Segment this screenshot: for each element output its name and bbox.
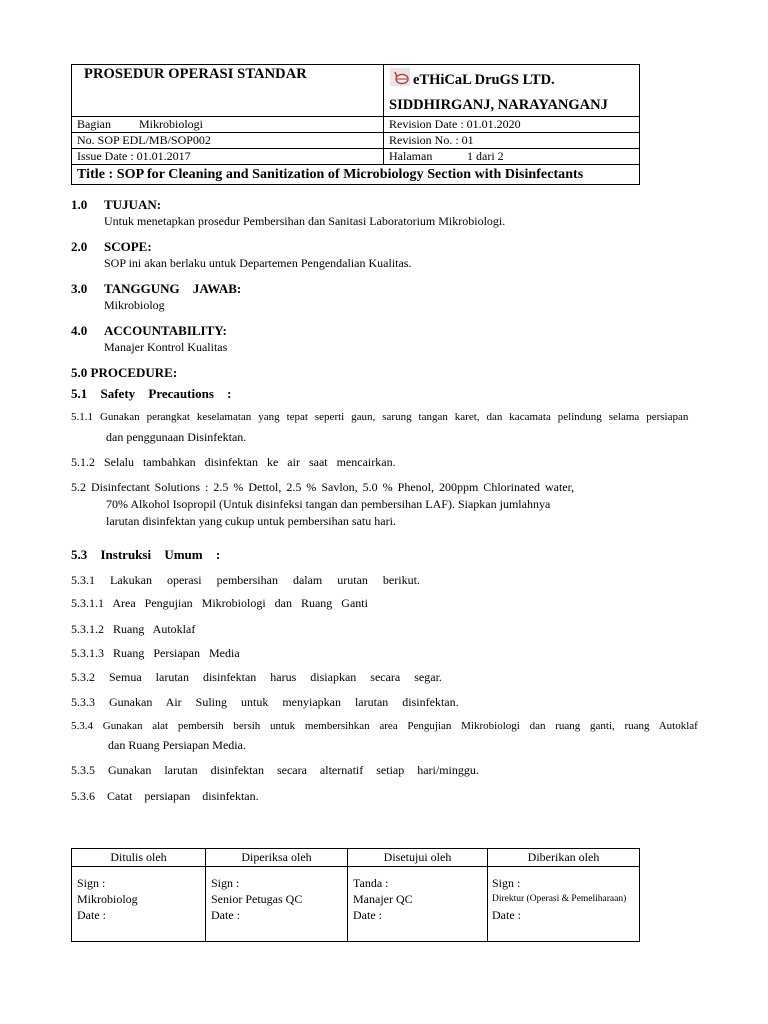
- paragraph-5-2-cont-2: larutan disinfektan yang cukup untuk pembersihan satu hari.: [106, 514, 396, 528]
- paragraph-5-1-2: 5.1.2 Selalu tambahkan disinfektan ke air saat mencairkan.: [71, 455, 396, 469]
- paragraph-5-1-1: 5.1.1 Gunakan perangkat keselamatan yang tepat seperti gaun, sarung tangan karet, dan kacamata pelindung selama persiapan: [71, 411, 689, 423]
- signoff-cell-written: Sign : Mikrobiolog Date :: [72, 867, 206, 942]
- revision-number: Revision No. : 01: [384, 133, 640, 149]
- section-text-accountability: Manajer Kontrol Kualitas: [104, 340, 228, 354]
- doc-type: PROSEDUR OPERASI STANDAR: [72, 65, 384, 117]
- department-label: Bagian: [77, 117, 111, 131]
- sop-number: No. SOP EDL/MB/SOP002: [72, 133, 384, 149]
- company-cell: [384, 65, 640, 117]
- department-cell: [72, 117, 384, 133]
- section-heading-purpose: 1.0 TUJUAN:: [71, 197, 162, 212]
- page-cell: [384, 149, 640, 165]
- page-value: 1 dari 2: [467, 149, 504, 163]
- company-address: SIDDHIRGANJ, NARAYANGANJ: [389, 97, 608, 113]
- paragraph-5-3-4: 5.3.4 Gunakan alat pembersih bersih untuk membersihkan area Pengujian Mikrobiologi dan ruang ganti, ruang Autoklaf: [71, 720, 698, 732]
- section-text-scope: SOP ini akan berlaku untuk Departemen Pengendalian Kualitas.: [104, 256, 412, 270]
- signoff-head-checked: Diperiksa oleh: [206, 849, 348, 867]
- revision-date: Revision Date : 01.01.2020: [384, 117, 640, 133]
- company-logo-icon: [389, 67, 411, 94]
- paragraph-5-3-6: 5.3.6 Catat persiapan disinfektan.: [71, 789, 259, 803]
- paragraph-5-3-5: 5.3.5 Gunakan larutan disinfektan secara alternatif setiap hari/minggu.: [71, 763, 479, 777]
- signoff-cell-issued: Sign : Direktur (Operasi & Pemeliharaan) Date :: [488, 867, 640, 942]
- page-label: Halaman: [389, 149, 433, 163]
- section-text-purpose: Untuk menetapkan prosedur Pembersihan dan Sanitasi Laboratorium Mikrobiologi.: [104, 214, 506, 228]
- signoff-head-issued: Diberikan oleh: [488, 849, 640, 867]
- paragraph-5-3-1-3: 5.3.1.3 Ruang Persiapan Media: [71, 646, 240, 660]
- signoff-table: [71, 848, 640, 942]
- section-heading-accountability: 4.0 ACCOUNTABILITY:: [71, 323, 227, 338]
- section-heading-procedure: 5.0 PROCEDURE:: [71, 365, 178, 380]
- signoff-head-written: Ditulis oleh: [72, 849, 206, 867]
- signoff-cell-approved: Tanda : Manajer QC Date :: [348, 867, 488, 942]
- paragraph-5-2: 5.2 Disinfectant Solutions : 2.5 % Dettol, 2.5 % Savlon, 5.0 % Phenol, 200ppm Chlorinated water,: [71, 480, 575, 494]
- paragraph-5-3-2: 5.3.2 Semua larutan disinfektan harus disiapkan secara segar.: [71, 670, 442, 684]
- issue-date: Issue Date : 01.01.2017: [72, 149, 384, 165]
- signoff-cell-checked: Sign : Senior Petugas QC Date :: [206, 867, 348, 942]
- department-value: Mikrobiologi: [139, 117, 204, 131]
- paragraph-5-3-1: 5.3.1 Lakukan operasi pembersihan dalam urutan berikut.: [71, 573, 420, 587]
- section-heading-scope: 2.0 SCOPE:: [71, 239, 152, 254]
- paragraph-5-3-3: 5.3.3 Gunakan Air Suling untuk menyiapkan larutan disinfektan.: [71, 695, 459, 709]
- paragraph-5-1-1-cont: dan penggunaan Disinfektan.: [106, 430, 247, 444]
- signoff-head-approved: Disetujui oleh: [348, 849, 488, 867]
- sop-title: Title : SOP for Cleaning and Sanitization of Microbiology Section with Disinfectants: [72, 165, 640, 185]
- paragraph-5-3-4-cont: dan Ruang Persiapan Media.: [108, 738, 246, 752]
- header-table: [71, 64, 640, 185]
- company-name: eTHiCaL DruGS LTD.: [413, 71, 555, 88]
- paragraph-5-3-1-2: 5.3.1.2 Ruang Autoklaf: [71, 622, 196, 636]
- paragraph-5-3-1-1: 5.3.1.1 Area Pengujian Mikrobiologi dan Ruang Ganti: [71, 596, 368, 610]
- paragraph-5-2-cont-1: 70% Alkohol Isopropil (Untuk disinfeksi tangan dan pembersihan LAF). Siapkan jumlahnya: [106, 497, 551, 511]
- subsection-heading-general: 5.3 Instruksi Umum :: [71, 547, 221, 562]
- section-heading-responsibility: 3.0 TANGGUNG JAWAB:: [71, 281, 242, 296]
- section-text-responsibility: Mikrobiolog: [104, 298, 165, 312]
- subsection-heading-safety: 5.1 Safety Precautions :: [71, 386, 232, 401]
